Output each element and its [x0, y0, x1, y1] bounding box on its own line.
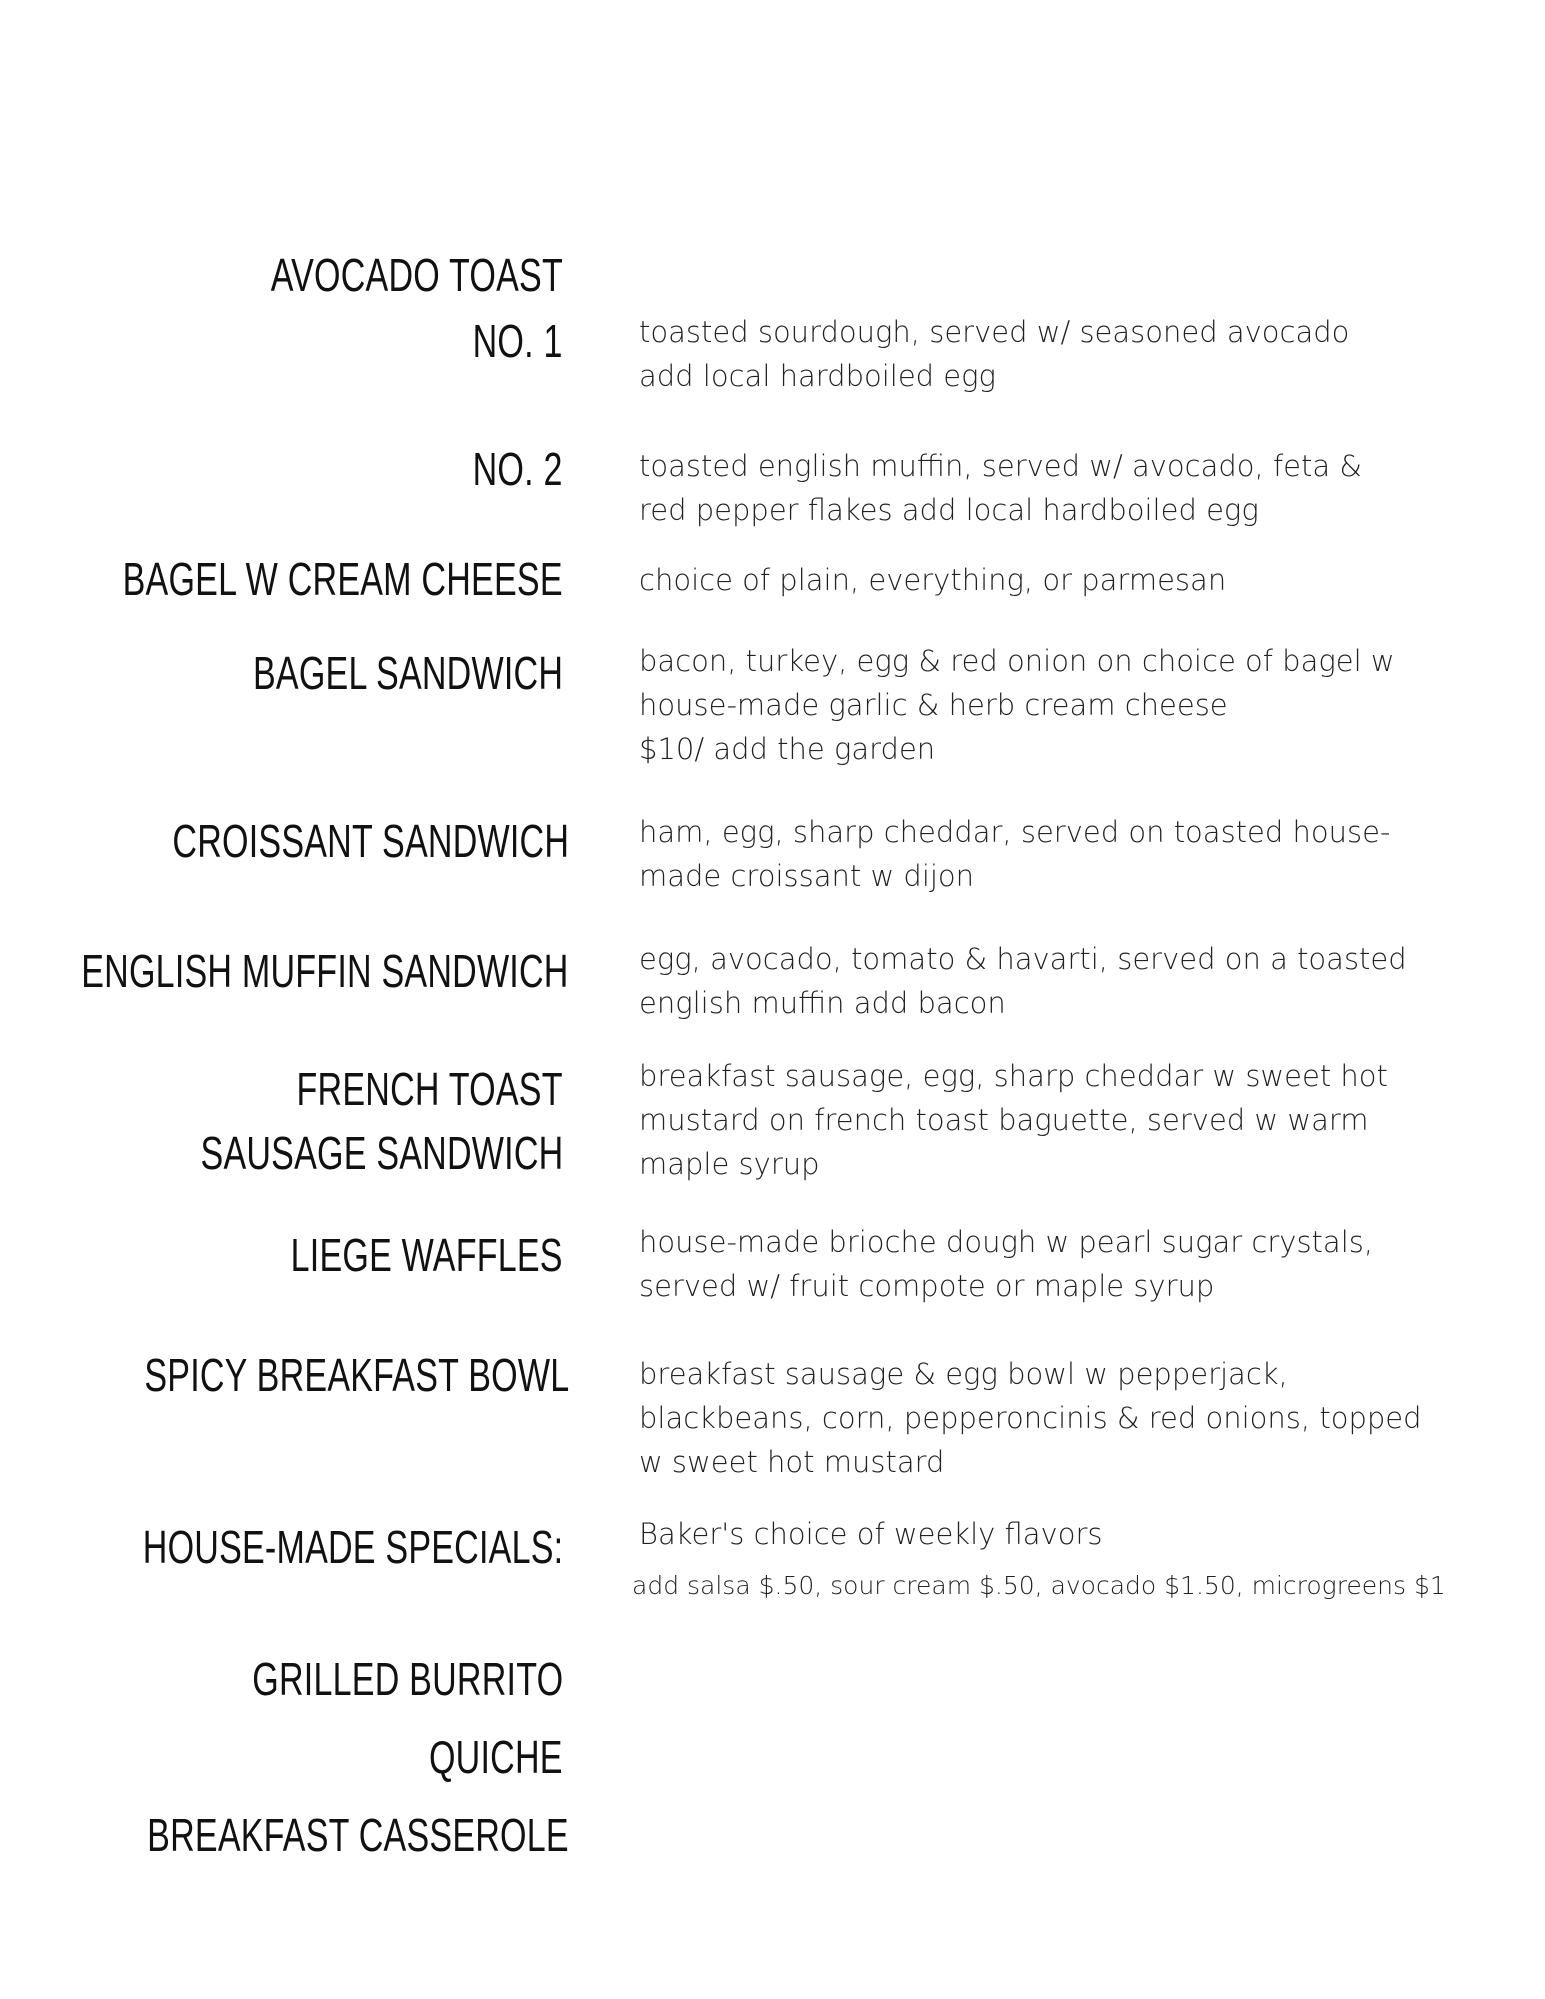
desc-line: made croissant w dijon: [639, 859, 975, 893]
menu-item-name-liege-waffles: LIEGE WAFFLES: [290, 1229, 563, 1281]
desc-line: add salsa $.50, sour cream $.50, avocado $1.50, microgreens $1: [632, 1571, 1446, 1600]
menu-item-desc-english-muffin-sandwich: [639, 937, 1407, 1025]
menu-item-name-no-1: NO. 1: [472, 315, 563, 367]
menu-item-name-french-toast-line-2: SAUSAGE SANDWICH: [200, 1127, 563, 1179]
desc-line: house-made brioche dough w pearl sugar crystals,: [639, 1225, 1374, 1259]
desc-line: toasted english muffin, served w/ avocado, feta &: [639, 449, 1362, 483]
menu-item-name-bagel-sandwich: BAGEL SANDWICH: [252, 647, 563, 699]
menu-item-name-spicy-breakfast-bowl: SPICY BREAKFAST BOWL: [143, 1349, 569, 1401]
desc-line: red pepper flakes add local hardboiled egg: [639, 493, 1259, 527]
desc-line: add local hardboiled egg: [639, 359, 996, 393]
section-heading-house-made-specials: HOUSE-MADE SPECIALS:: [142, 1521, 563, 1573]
specials-item-grilled-burrito: GRILLED BURRITO: [251, 1653, 563, 1705]
desc-line: maple syrup: [639, 1147, 820, 1181]
menu-item-name-no-2: NO. 2: [472, 443, 563, 495]
desc-line: served w/ fruit compote or maple syrup: [639, 1269, 1215, 1303]
desc-line: breakfast sausage, egg, sharp cheddar w sweet hot: [639, 1059, 1388, 1093]
menu-item-desc-spicy-breakfast-bowl: [639, 1352, 1422, 1484]
menu-item-name-bagel-cream-cheese: BAGEL W CREAM CHEESE: [122, 553, 563, 605]
specials-item-breakfast-casserole: BREAKFAST CASSEROLE: [147, 1809, 569, 1861]
desc-line: $10/ add the garden: [639, 732, 936, 766]
desc-line: choice of plain, everything, or parmesan: [639, 563, 1227, 597]
desc-line: ham, egg, sharp cheddar, served on toasted house-: [639, 815, 1391, 849]
desc-line: house-made garlic & herb cream cheese: [639, 688, 1228, 722]
menu-item-desc-french-toast: [639, 1054, 1388, 1186]
menu-item-desc-no-2: [639, 444, 1362, 532]
desc-line: english muffin add bacon: [639, 986, 1006, 1020]
desc-line: breakfast sausage & egg bowl w pepperjack,: [639, 1357, 1288, 1391]
desc-line: mustard on french toast baguette, served w warm: [639, 1103, 1369, 1137]
specials-desc: [639, 1512, 1103, 1556]
desc-line: toasted sourdough, served w/ seasoned avocado: [639, 315, 1350, 349]
menu-item-name-french-toast-line-1: FRENCH TOAST: [296, 1063, 563, 1115]
desc-line: egg, avocado, tomato & havarti, served on a toasted: [639, 942, 1407, 976]
menu-item-desc-bagel-cream-cheese: [639, 558, 1226, 602]
desc-line: blackbeans, corn, pepperoncinis & red onions, topped: [639, 1401, 1422, 1435]
desc-line: bacon, turkey, egg & red onion on choice of bagel w: [639, 644, 1395, 678]
menu-item-desc-no-1: [639, 310, 1349, 398]
desc-line: Baker's choice of weekly flavors: [639, 1517, 1103, 1551]
specials-item-quiche: QUICHE: [429, 1731, 563, 1783]
desc-line: w sweet hot mustard: [639, 1445, 945, 1479]
section-heading-avocado-toast: AVOCADO TOAST: [270, 249, 563, 301]
menu-item-desc-bagel-sandwich: [639, 639, 1395, 771]
menu-item-name-english-muffin-sandwich: ENGLISH MUFFIN SANDWICH: [81, 945, 569, 997]
specials-addons: [632, 1570, 1446, 1602]
menu-item-desc-liege-waffles: [639, 1220, 1373, 1308]
menu-item-name-croissant-sandwich: CROISSANT SANDWICH: [172, 815, 569, 867]
menu-item-desc-croissant-sandwich: [639, 810, 1390, 898]
